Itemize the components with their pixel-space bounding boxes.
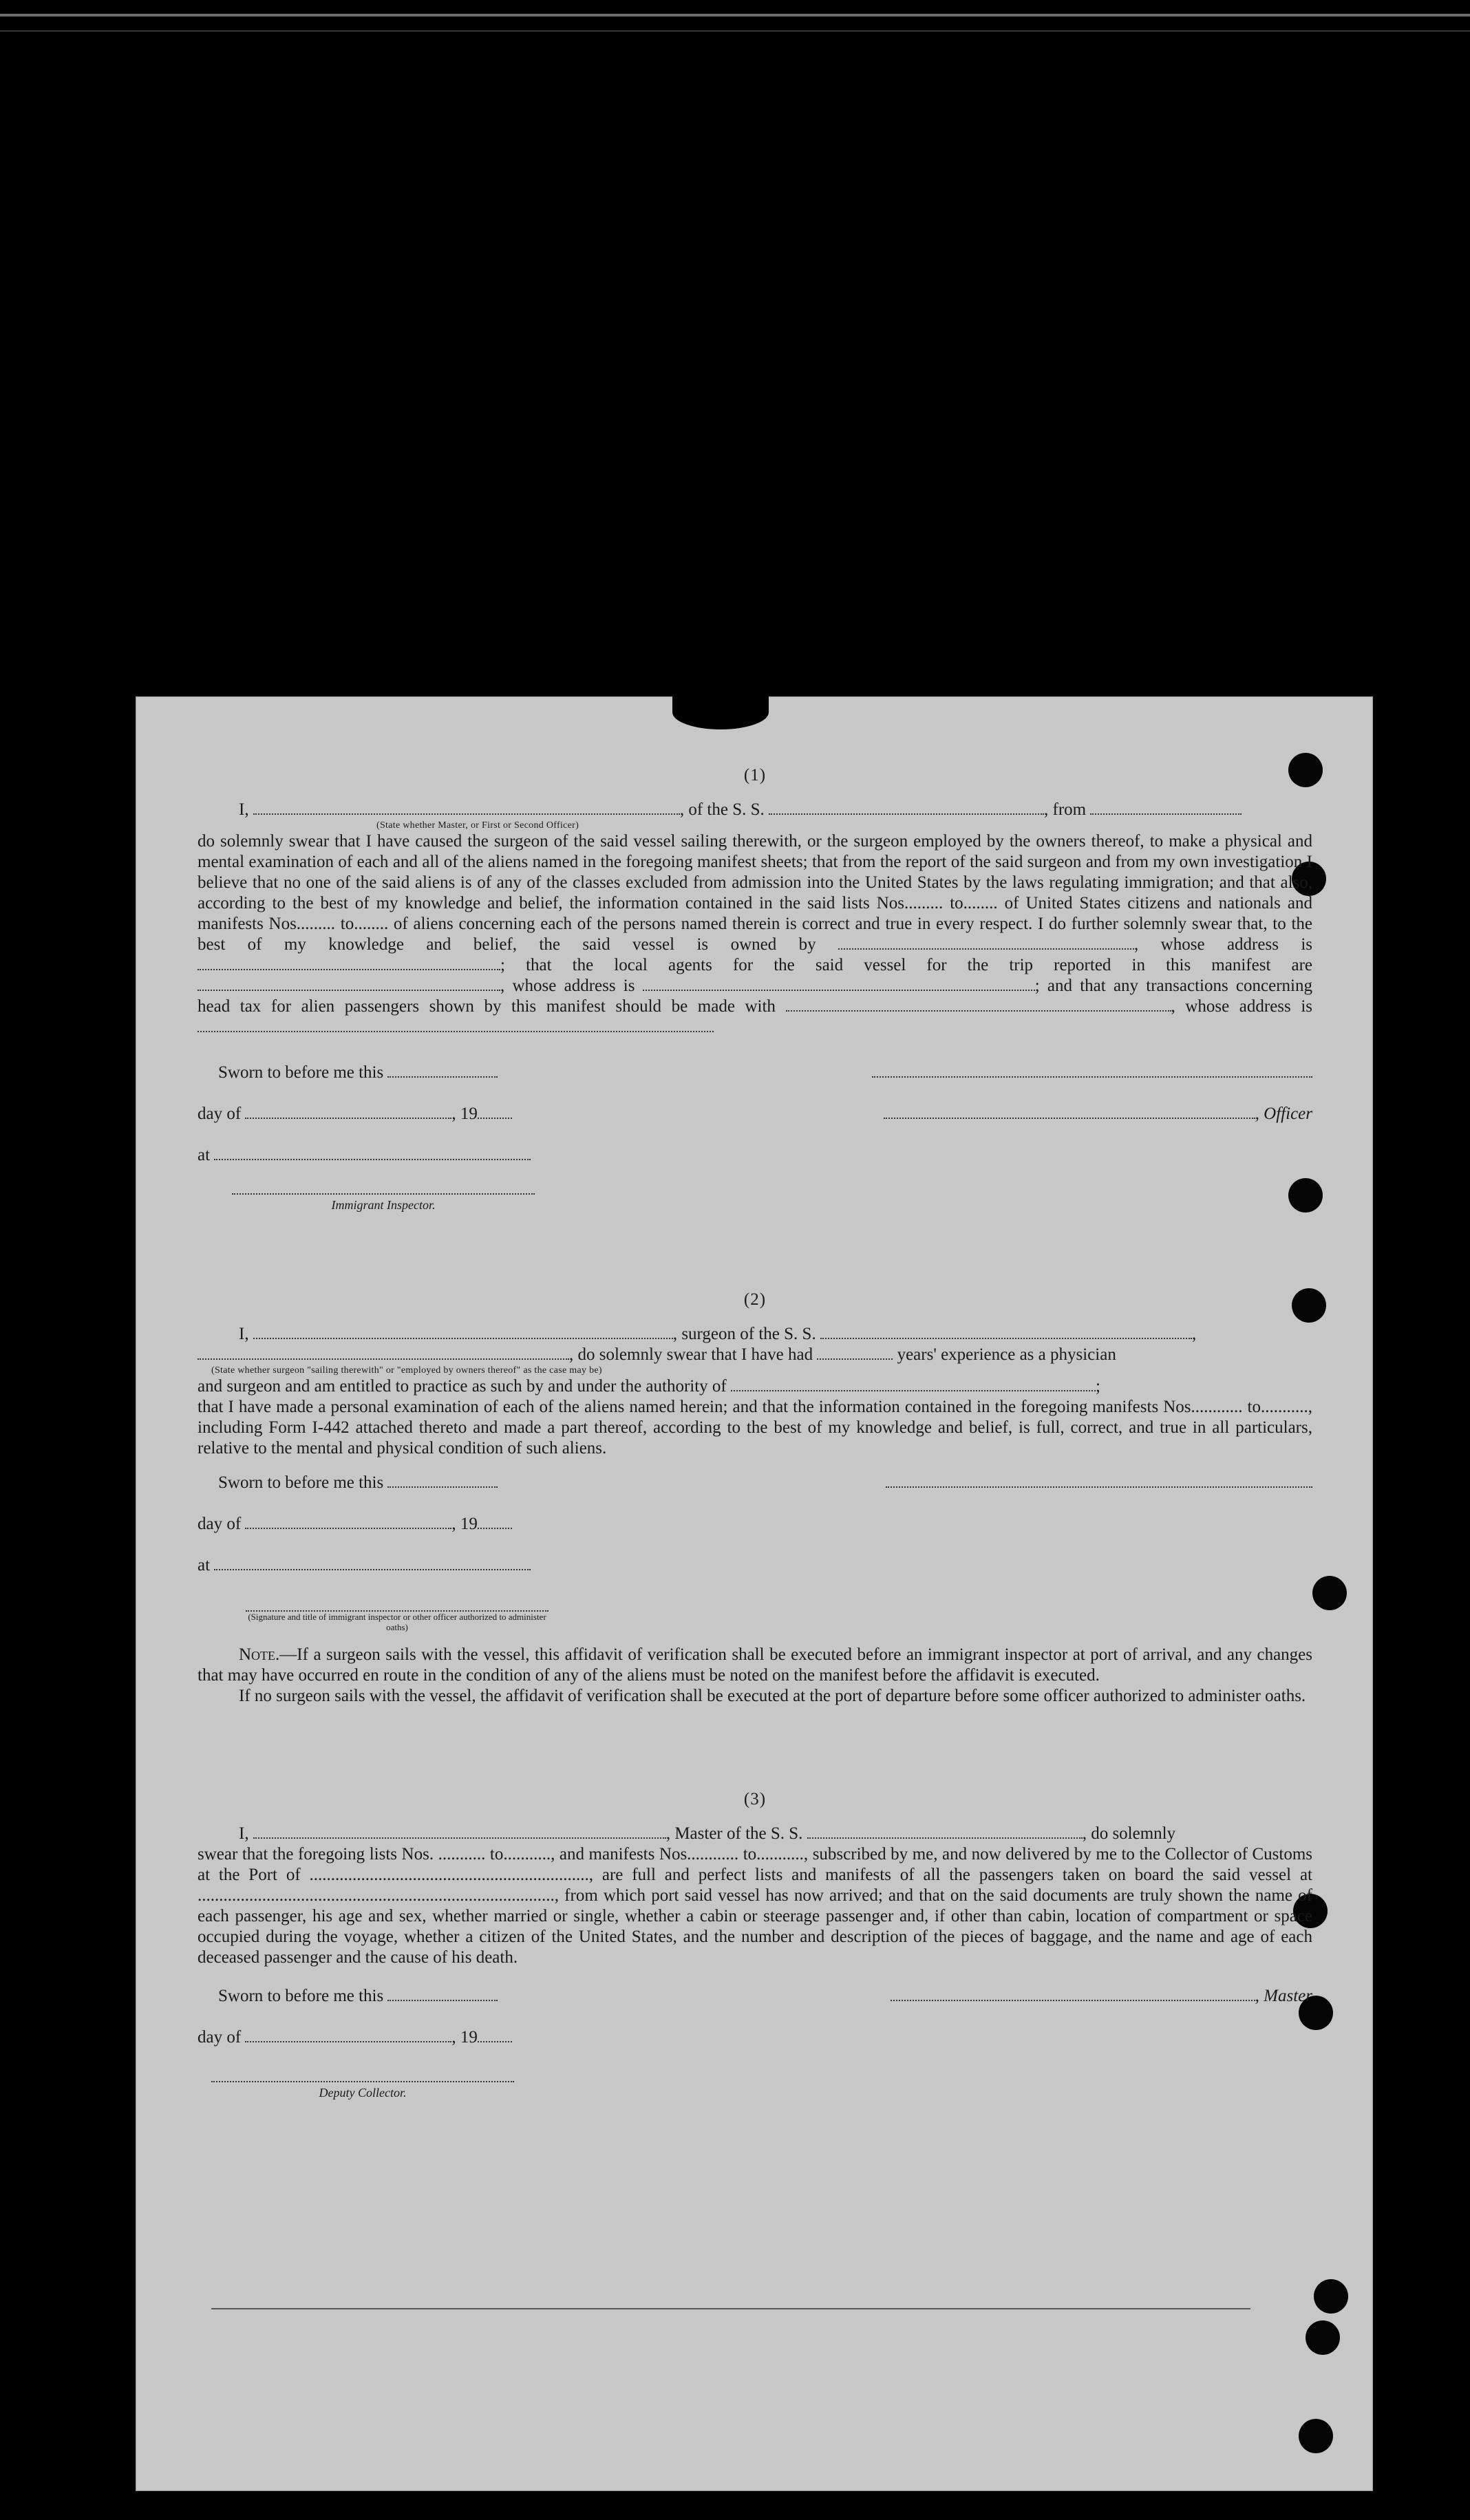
punch-hole xyxy=(1314,2279,1348,2314)
section-1-officer-block xyxy=(872,1063,1312,1145)
officer-label: , Officer xyxy=(1255,1104,1312,1123)
blank-day-3 xyxy=(245,2029,451,2042)
year-label-2: , 19 xyxy=(451,1515,478,1533)
text-i-2: I, xyxy=(239,1325,249,1343)
sworn-row-2 xyxy=(218,1473,604,1514)
blank-sworn-date xyxy=(387,1064,498,1078)
section-1-first-line xyxy=(198,800,1312,820)
note-label: Note. xyxy=(239,1645,280,1664)
blank-officer-name xyxy=(253,801,680,815)
blank-surgeon-type xyxy=(198,1346,569,1360)
day-of-label: day of xyxy=(198,1104,242,1123)
section-2-sworn-block xyxy=(198,1473,604,1597)
blank-vessel-name-3 xyxy=(807,1825,1083,1839)
master-label: , Master xyxy=(1255,1987,1312,2005)
sworn-row-3 xyxy=(218,1986,604,2027)
oath-officer-caption: (Signature and title of immigrant inspector or other officer authorized to administer oaths) xyxy=(248,1612,546,1632)
officer-sig-line-1 xyxy=(872,1063,1312,1104)
text-whose-address: , whose address is xyxy=(1134,935,1313,954)
blank-surgeon-name xyxy=(253,1325,673,1339)
blank-sworn-date-2 xyxy=(387,1474,498,1488)
punch-hole xyxy=(1312,1576,1347,1610)
text-from: , from xyxy=(1044,800,1087,819)
text-whose-address-3: , whose address is xyxy=(1171,997,1313,1016)
deputy-caption: Deputy Collector. xyxy=(319,2086,407,2100)
text-surgeon-of: , surgeon of the S. S. xyxy=(672,1325,816,1343)
section-3-signatures xyxy=(198,1986,1312,2110)
at-label-2: at xyxy=(198,1556,211,1574)
blank-agents xyxy=(198,977,500,991)
section-2-signatures xyxy=(198,1473,1312,1610)
section-1-body-text: do solemnly swear that I have caused the surgeon of the said vessel sailing therewith, or the surgeon employed by the owners thereof, to make a physical and mental examination of each and all of the aliens named in the foregoing manifest sheets; that from the report of the said surgeon and from my own investigation I believe that no one of the said aliens is of any of the classes excluded from admission into the United States by the laws regulating immigration; and that also, according to the best of my knowledge and belief, the information contained in the said lists Nos......... to........ of United States citizens and nationals and manifests Nos......... to........ of aliens concerning each of the persons named therein is correct and true in every respect. I do further solemnly swear that, to the best of my knowledge and belief, the said vessel is owned by xyxy=(198,832,1312,954)
scan-edge-line xyxy=(0,14,1470,17)
blank-owner xyxy=(838,936,1134,950)
blank-vessel-name-2 xyxy=(820,1325,1192,1339)
day-of-label-2: day of xyxy=(198,1515,242,1533)
text-authority: and surgeon and am entitled to practice as such by and under the authority of xyxy=(198,1377,727,1396)
text-master-of: , Master of the S. S. xyxy=(665,1824,803,1843)
text-do-solemnly: , do solemnly xyxy=(1082,1824,1176,1843)
section-1-signatures xyxy=(198,1063,1312,1228)
sworn-row xyxy=(218,1063,604,1104)
blank-from-port xyxy=(1090,801,1242,815)
surgeon-sig-line xyxy=(872,1473,1312,1514)
blank-officer-signature-2 xyxy=(884,1105,1255,1119)
text-local-agents: that the local agents for the said vessel for the trip reported in this manifest are xyxy=(526,956,1313,974)
year-label: , 19 xyxy=(451,1104,478,1123)
text-years-experience: years' experience as a physician xyxy=(897,1345,1116,1364)
blank-owner-address xyxy=(198,957,500,970)
punch-hole xyxy=(1299,2419,1333,2453)
section-2-second-line xyxy=(198,1345,1312,1365)
blank-master-signature xyxy=(891,1987,1255,2001)
year-label-3: , 19 xyxy=(451,2028,478,2047)
day-row-2 xyxy=(198,1514,604,1555)
section-2-first-line: I, , surgeon of the S. S. , xyxy=(239,1325,1197,1343)
text-i-3: I, xyxy=(239,1824,249,1843)
page-notch xyxy=(672,695,769,729)
note-text-1: —If a surgeon sails with the vessel, this affidavit of verification shall be executed before an immigrant inspector at port of arrival, and any changes that may have occurred en route in the condition of any of the aliens must be noted on the manifest before the affidavit is executed. xyxy=(198,1645,1312,1685)
note-paragraph-1 xyxy=(198,1645,1312,1686)
section-3-master-block xyxy=(872,1986,1312,2027)
document-page xyxy=(136,696,1373,2491)
section-2-number: (2) xyxy=(743,1290,767,1309)
surgeon-caption: (State whether surgeon "sailing therewith" or "employed by owners thereof" as the case may be) xyxy=(211,1365,602,1376)
blank-at xyxy=(214,1146,531,1160)
section-3-sworn-block xyxy=(198,1986,604,2103)
blank-year-2 xyxy=(478,1515,512,1529)
day-row-3 xyxy=(198,2027,604,2069)
blank-officer-signature-1 xyxy=(872,1064,1312,1078)
bottom-rule xyxy=(211,2308,1250,2309)
blank-head-tax-agent xyxy=(786,998,1171,1012)
sworn-label-3: Sworn to before me this xyxy=(218,1987,384,2005)
text-i: I, xyxy=(239,800,249,819)
section-1-number: (1) xyxy=(743,766,767,784)
blank-year-3 xyxy=(478,2029,512,2042)
sworn-label: Sworn to before me this xyxy=(218,1063,384,1082)
section-3-first-line xyxy=(198,1824,1312,1844)
sworn-label-2: Sworn to before me this xyxy=(218,1473,384,1492)
section-2-body: that I have made a personal examination of each of the aliens named herein; and that the information contained in the foregoing manifests Nos............ to..........., including Form I-442 attached thereto and made a part thereof, according to the best of my knowledge and belief, is full, correct, and true in all particulars, relative to the mental and physical condition of such aliens. xyxy=(198,1398,1312,1457)
text-head-tax: ; and that any transactions concerning head tax for alien passengers shown by this manifest should be made with xyxy=(198,976,1312,1016)
punch-hole xyxy=(1306,2320,1340,2355)
text-solemnly-swear: , do solemnly swear that I have had xyxy=(569,1345,813,1364)
note-paragraph-2: If no surgeon sails with the vessel, the affidavit of verification shall be executed at the port of departure before some officer authorized to administer oaths. xyxy=(239,1687,1306,1705)
master-sig-line xyxy=(872,1986,1312,2027)
blank-agents-address xyxy=(643,977,1035,991)
blank-head-tax-address xyxy=(198,1018,714,1032)
section-3-number: (3) xyxy=(743,1790,767,1808)
scan-edge-line-2 xyxy=(0,30,1470,32)
blank-at-2 xyxy=(214,1557,531,1570)
day-of-label-3: day of xyxy=(198,2028,242,2047)
blank-surgeon-signature xyxy=(886,1474,1312,1488)
inspector-caption: Immigrant Inspector. xyxy=(331,1198,436,1212)
section-1-sworn-block xyxy=(198,1063,604,1215)
blank-years xyxy=(817,1346,893,1360)
authority-line: and surgeon and am entitled to practice as such by and under the authority of ; xyxy=(198,1377,1100,1396)
text-of-ss: , of the S. S. xyxy=(679,800,765,819)
text-whose-address-2: whose address is xyxy=(512,976,635,995)
blank-master-name xyxy=(253,1825,666,1839)
section-3-body: swear that the foregoing lists Nos. ........... to..........., and manifests Nos............ to..........., subscribed by me, and now delivered by me to the Collector of Customs at the Port of ................................................................., are full and perfect lists and manifests of all the passengers taken on board the said vessel at ..................................................................................., from which port said vessel has now arrived; and that on the said documents are truly shown the name of each passenger, his age and sex, whether married or single, whether a cabin or steerage passenger and, if other than cabin, location of compartment or space occupied during the voyage, whether a citizen of the United States, and the number and description of the pieces of baggage, and the name and age of each deceased passenger and the cause of his death. xyxy=(198,1845,1312,1967)
form-content xyxy=(198,765,1312,2110)
at-row-2 xyxy=(198,1555,604,1597)
section-2-surgeon-sig xyxy=(872,1473,1312,1514)
at-label: at xyxy=(198,1146,211,1164)
blank-authority xyxy=(731,1378,1096,1391)
blank-year xyxy=(478,1105,512,1119)
at-row xyxy=(198,1145,604,1186)
day-row xyxy=(198,1104,604,1145)
blank-vessel-name xyxy=(769,801,1044,815)
blank-sworn-date-3 xyxy=(387,1987,498,2001)
blank-day xyxy=(245,1105,451,1119)
blank-day-2 xyxy=(245,1515,451,1529)
officer-caption: (State whether Master, or First or Second Officer) xyxy=(376,820,579,831)
officer-sig-line-2 xyxy=(872,1104,1312,1145)
section-1-body: do solemnly swear that I have caused the surgeon of the said vessel sailing therewith, or the surgeon employed by the owners thereof, to make a physical and mental examination of each and all of the aliens named in the foregoing manifest sheets; that from the report of the said surgeon and from my own investigation I believe that no one of the said aliens is of any of the classes excluded from admission into the United States by the laws regulating immigration; and that also, according to the best of my knowledge and belief, the information contained in the said lists Nos......... to........ of United States citizens and nationals and manifests Nos......... to........ of aliens concerning each of the persons named therein is correct and true in every respect. I do further solemnly swear that, to the best of my knowledge and belief, the said vessel is owned by , whose address is ; that the local agents for the said vessel for the trip reported in this manifest are , whose address is ; and that any transactions concerning head tax for alien passengers shown by this manifest should be made with , whose address is xyxy=(198,831,1312,1038)
